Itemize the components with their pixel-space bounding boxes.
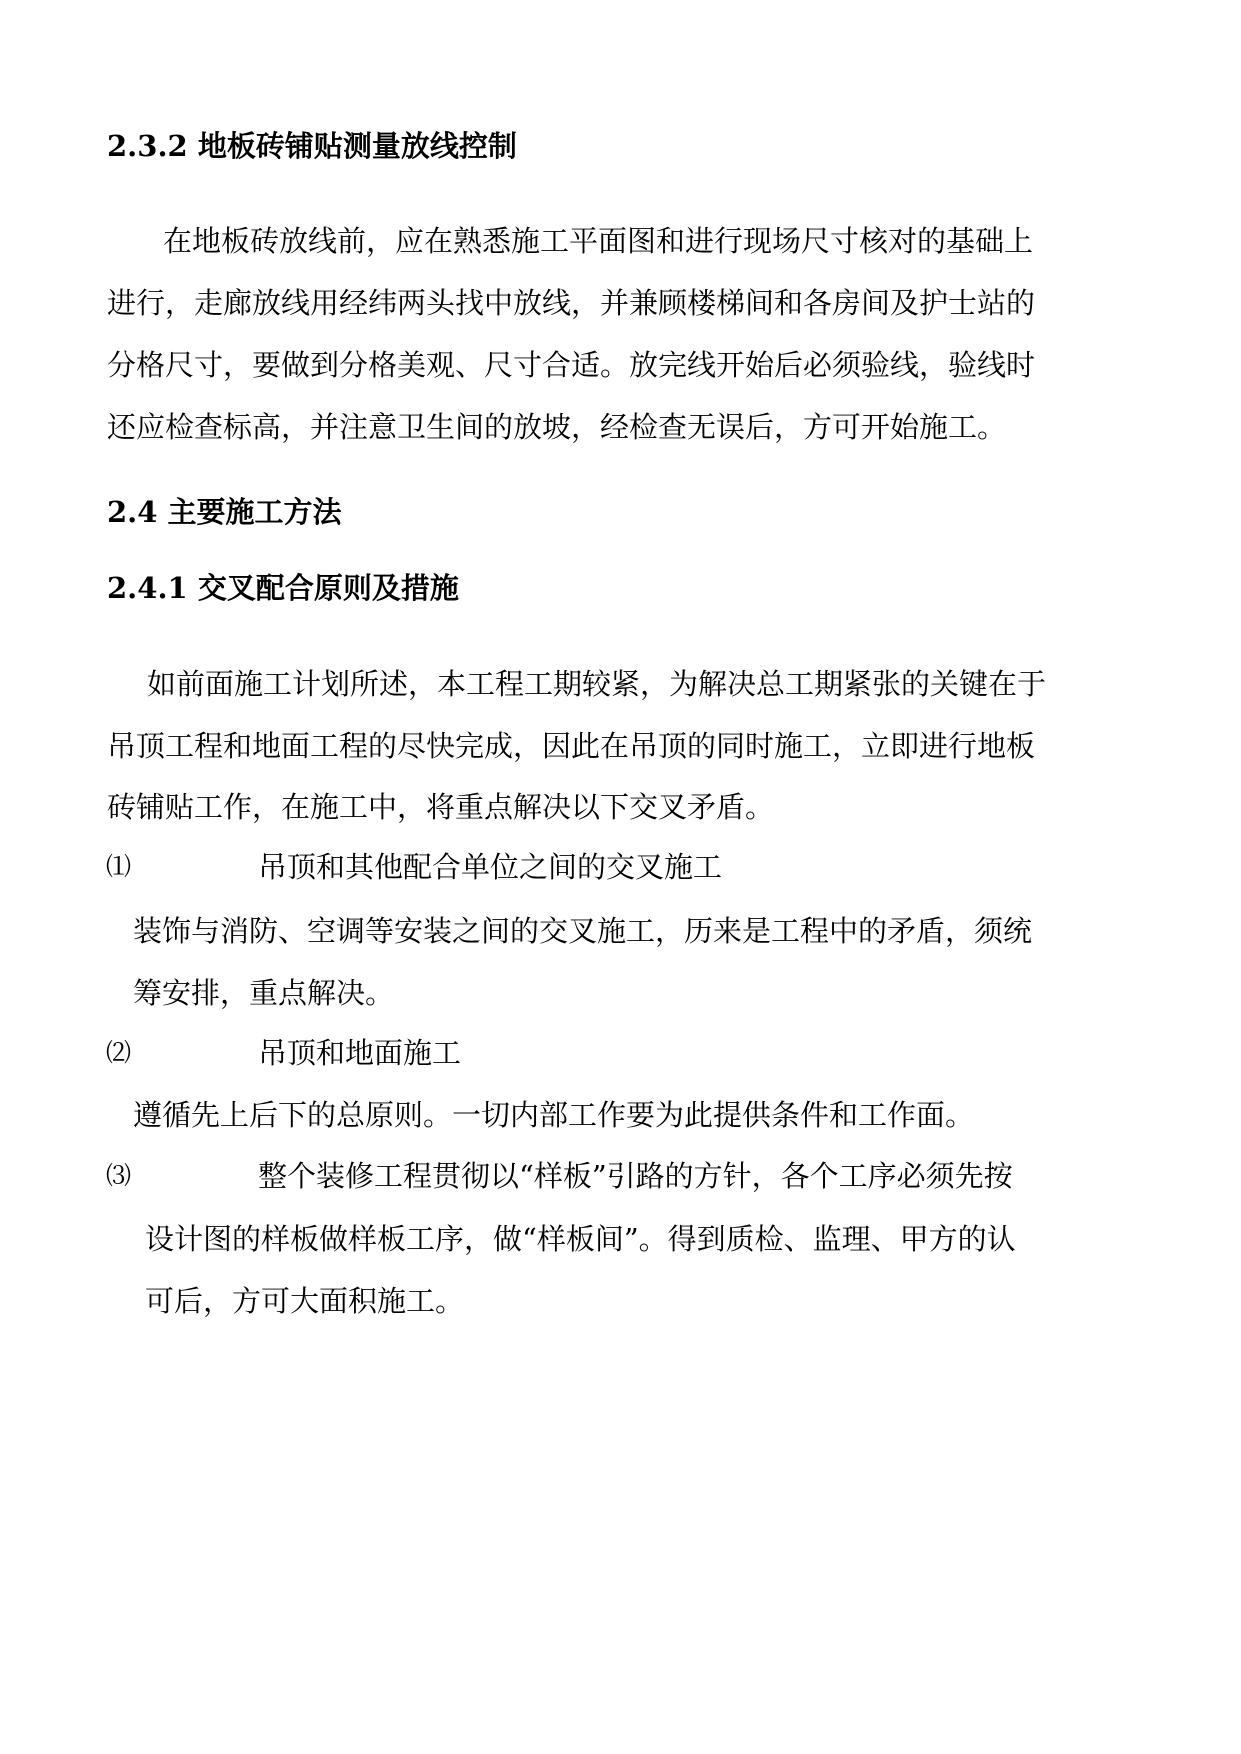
paragraph-line: 吊顶工程和地面工程的尽快完成，因此在吊顶的同时施工，立即进行地板 — [107, 729, 1036, 763]
list-item-body-line: 筹安排，重点解决。 — [133, 976, 395, 1010]
list-item-title: 吊顶和地面施工 — [258, 1036, 462, 1070]
paragraph-line: 在地板砖放线前，应在熟悉施工平面图和进行现场尺寸核对的基础上 — [163, 224, 1034, 258]
paragraph-line: 如前面施工计划所述，本工程工期较紧，为解决总工期紧张的关键在于 — [147, 667, 1047, 701]
list-item-title: 整个装修工程贯彻以“样板”引路的方针，各个工序必须先按 — [258, 1159, 1013, 1193]
paragraph-line: 还应检查标高，并注意卫生间的放坡，经检查无误后，方可开始施工。 — [107, 410, 1007, 444]
section-heading-2-4-1: 2.4.1 交叉配合原则及措施 — [107, 571, 459, 605]
list-marker-1: ⑴ — [106, 852, 132, 881]
section-heading-2-4: 2.4 主要施工方法 — [107, 495, 342, 529]
list-marker-2: ⑵ — [106, 1038, 132, 1067]
list-item-body-line: 装饰与消防、空调等安装之间的交叉施工，历来是工程中的矛盾，须统 — [133, 914, 1033, 948]
list-item-title: 吊顶和其他配合单位之间的交叉施工 — [258, 850, 723, 884]
paragraph-line: 砖铺贴工作，在施工中，将重点解决以下交叉矛盾。 — [107, 790, 775, 824]
section-heading-2-3-2: 2.3.2 地板砖铺贴测量放线控制 — [107, 129, 517, 163]
list-item-body-line: 设计图的样板做样板工序，做“样板间”。得到质检、监理、甲方的认 — [145, 1222, 1016, 1256]
list-item-body-line: 遵循先上后下的总原则。一切内部工作要为此提供条件和工作面。 — [133, 1098, 975, 1132]
list-item-body-line: 可后，方可大面积施工。 — [145, 1284, 465, 1318]
paragraph-line: 进行，走廊放线用经纬两头找中放线，并兼顾楼梯间和各房间及护士站的 — [107, 286, 1036, 320]
paragraph-line: 分格尺寸，要做到分格美观、尺寸合适。放完线开始后必须验线，验线时 — [107, 348, 1036, 382]
list-marker-3: ⑶ — [106, 1161, 132, 1190]
